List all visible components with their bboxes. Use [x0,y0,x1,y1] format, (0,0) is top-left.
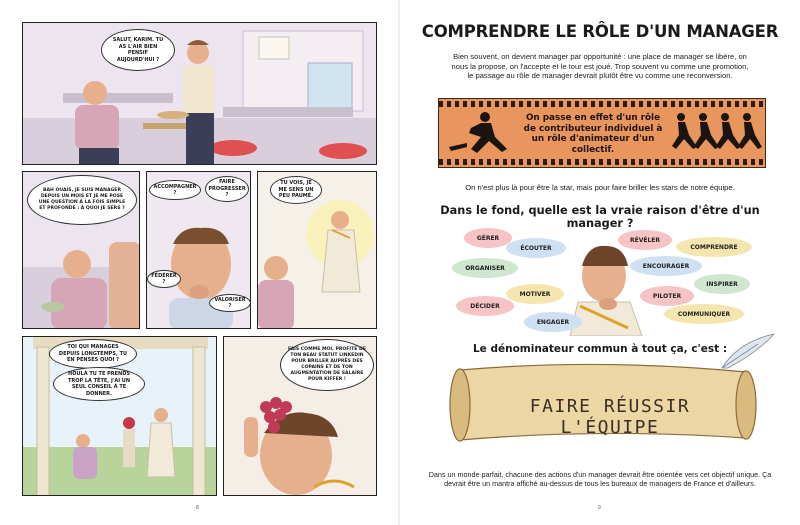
tag-communiquer: COMMUNIQUER [664,304,744,324]
panel-grapes [223,336,377,496]
speech-bubble: HOULÀ TU TE PRENDS TROP LA TÊTE, J'AI UN SEUL CONSEIL À TE DONNER. [53,367,145,401]
page-number: 8 [196,505,199,511]
tag-encourager: ENCOURAGER [630,256,702,276]
star-sentence: On n'est plus là pour être la star, mais pour faire briller les stars de notre équipe. [465,183,735,192]
page-number: 9 [598,505,601,511]
tag-decider: DÉCIDER [456,296,514,316]
runner-icon [447,111,523,157]
closing-paragraph: Dans un monde parfait, chacune des actions d'un manager devrait être orientée vers cet objectif unique. Ça devrait être un mantra affiché au-dessus de tous les bureaux de managers de France et d'ailleurs. [428,470,772,489]
speech-bubble: BAH OUAIS, JE SUIS MANAGER DEPUIS UN MOIS ET JE ME POSE UNE QUESTION À LA FOIS SIMPLE ET PROFONDE : À QUOI JE SERS ? [27,175,137,225]
speech-bubble: FAIRE PROGRESSER ? [205,176,249,202]
panel-karim-thinking [146,171,251,329]
tag-engager: ENGAGER [524,312,582,332]
panel-temple [22,336,217,496]
page-title: COMPRENDRE LE RÔLE D'UN MANAGER [421,22,779,41]
common-denominator-heading: Le dénominateur commun à tout ça, c'est : [472,343,728,355]
tag-organiser: ORGANISER [452,258,518,278]
panel-toga-apparition [257,171,377,329]
speech-bubble: FAIS COMME MOI, PROFITE DE TON BEAU STATUT LINKEDIN POUR BRILLER AUPRÈS DES COPAINS ET DE TON AUGMENTATION DE SALAIRE POUR KIFFER ! [280,339,374,391]
greek-banner [438,98,766,168]
speech-bubble: TU VOIS, JE ME SENS UN PEU PAUMÉ. [270,176,322,204]
speech-bubble: TOI QUI MANAGES DEPUIS LONGTEMPS, TU EN PENSES QUOI ? [49,339,137,369]
tag-reveler: RÉVÉLER [618,230,672,250]
speech-bubble: SALUT, KARIM. TU AS L'AIR BIEN PENSIF AUJOURD'HUI ? [101,29,175,71]
tag-piloter: PILOTER [640,286,694,306]
banner-border [439,101,765,107]
speech-bubble: FÉDÉRER ? [147,270,181,288]
tag-comprendre: COMPRENDRE [676,237,752,257]
intro-paragraph: Bien souvent, on devient manager par opportunité : une place de manager se libère, on nous la propose, on l'accepte et le tour est joué. Trop souvent vu comme une promotion, le passage au rôle de manager devrait plutôt être vu comme une reconversion. [451,52,749,81]
speech-bubble: VALORISER ? [209,294,251,312]
panel-karim-question [22,171,140,329]
section-question: Dans le fond, quelle est la vraie raison d'être d'un manager ? [440,204,760,230]
speech-bubble: ACCOMPAGNER ? [149,180,201,200]
right-page [400,0,800,525]
scroll-motto: FAIRE RÉUSSIR L'ÉQUIPE [529,396,691,438]
quill-icon [718,332,778,372]
banner-border [439,159,765,165]
tag-inspirer: INSPIRER [694,274,750,294]
tag-motiver: MOTIVER [506,284,564,304]
banner-text: On passe en effet d'un rôle de contributeur individuel à un rôle d'animateur d'un collectif. [523,113,663,155]
tag-gerer: GÉRER [464,228,512,248]
runners-group-icon [667,111,763,157]
cafe-illustration [23,23,377,165]
tag-ecouter: ÉCOUTER [506,238,566,258]
panel-cafe [22,22,377,165]
